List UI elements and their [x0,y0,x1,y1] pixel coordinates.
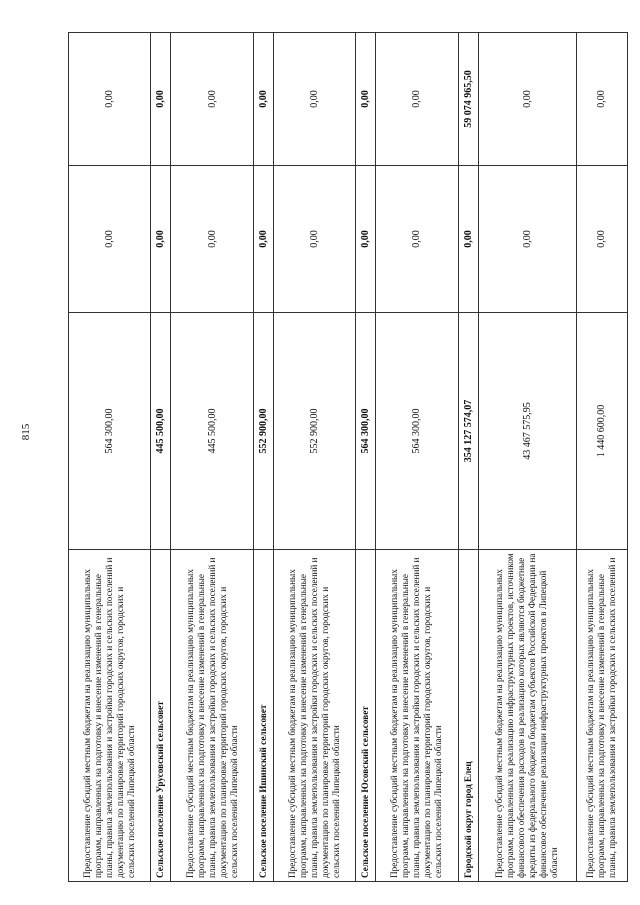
row-value-1: 564 300,00 [69,313,151,550]
row-value-1: 564 300,00 [356,313,376,550]
row-value-3: 0,00 [356,33,376,166]
subsidy-item-row [69,33,151,882]
row-description: Предоставление субсидий местным бюджетам на реализацию муниципальных программ, направленных на подготовку и внесение изменений в генеральные планы, правила землепользования и застройки городских и сельских поселений и документацию по планировке территорий городских округов, городских и сельских поселений Липецкой области [273,550,355,882]
row-value-3: 0,00 [576,33,627,166]
row-value-3: 0,00 [151,33,171,166]
row-value-1: 564 300,00 [376,313,458,550]
row-value-3: 0,00 [69,33,151,166]
row-value-1: 445 500,00 [171,313,253,550]
budget-table-body [69,33,628,882]
row-value-1: 552 900,00 [253,313,273,550]
subsidy-item-row [576,33,627,882]
row-description: Предоставление субсидий местным бюджетам на реализацию муниципальных программ, направленных на подготовку и внесение изменений в генеральные планы, правила землепользования и застройки городских и сельских поселений и документацию по планировке территорий городских округов, городских и сельских поселений Липецкой области [69,550,151,882]
row-value-2: 0,00 [356,166,376,313]
rotated-table-wrapper [68,57,628,882]
row-value-2: 0,00 [376,166,458,313]
row-value-1: 43 467 575,95 [478,313,576,550]
row-value-2: 0,00 [253,166,273,313]
row-description: Предоставление субсидий местным бюджетам на реализацию муниципальных программ, направленных на подготовку и внесение изменений в генеральные планы, правила землепользования и застройки городских и сельских поселений и документацию по планировке территорий городских округов, городских и сельских поселений Липецкой области [376,550,458,882]
row-description: Предоставление субсидий местным бюджетам на реализацию муниципальных программ, направленных на подготовку и внесение изменений в генеральные планы, правила землепользования и застройки городских и сельских поселений и документацию по планировке территорий городских округов, городских и сельских поселений Липецкой области [171,550,253,882]
row-value-1: 552 900,00 [273,313,355,550]
row-description: Городской округ город Елец [458,550,478,882]
row-description: Сельское поселение Ишинский сельсовет [253,550,273,882]
subsidy-item-row [376,33,458,882]
row-value-2: 0,00 [273,166,355,313]
row-value-3: 0,00 [273,33,355,166]
row-value-1: 354 127 574,07 [458,313,478,550]
row-value-2: 0,00 [171,166,253,313]
row-value-2: 0,00 [69,166,151,313]
row-value-2: 0,00 [478,166,576,313]
row-description: Предоставление субсидий местным бюджетам на реализацию муниципальных программ, направленных на реализацию инфраструктурных проектов, источником финансового обеспечения расходов на реализацию которых являются бюджетные кредиты из федерального бюджета бюджетам субъектов Российской Федерации на финансовое обеспечение реализации инфраструктурных проектов в Липецкой области [478,550,576,882]
settlement-header-row [151,33,171,882]
row-value-3: 0,00 [171,33,253,166]
row-value-3: 0,00 [478,33,576,166]
subsidy-item-row [273,33,355,882]
row-value-3: 0,00 [253,33,273,166]
row-value-1: 445 500,00 [151,313,171,550]
settlement-header-row [356,33,376,882]
budget-table [68,32,628,882]
settlement-header-row [458,33,478,882]
row-value-2: 0,00 [151,166,171,313]
row-value-1: 1 440 600,00 [576,313,627,550]
row-value-3: 0,00 [376,33,458,166]
row-value-2: 0,00 [458,166,478,313]
subsidy-item-row [478,33,576,882]
subsidy-item-row [171,33,253,882]
settlement-header-row [253,33,273,882]
row-description: Предоставление субсидий местным бюджетам на реализацию муниципальных программ, направленных на подготовку и внесение изменений в генеральные планы, правила землепользования и застройки городских и сельских поселений и [576,550,627,882]
row-description: Сельское поселение Юсовский сельсовет [356,550,376,882]
page-number: 815 [20,423,32,441]
row-description: Сельское поселение Урусовский сельсовет [151,550,171,882]
row-value-3: 59 074 965,50 [458,33,478,166]
row-value-2: 0,00 [576,166,627,313]
